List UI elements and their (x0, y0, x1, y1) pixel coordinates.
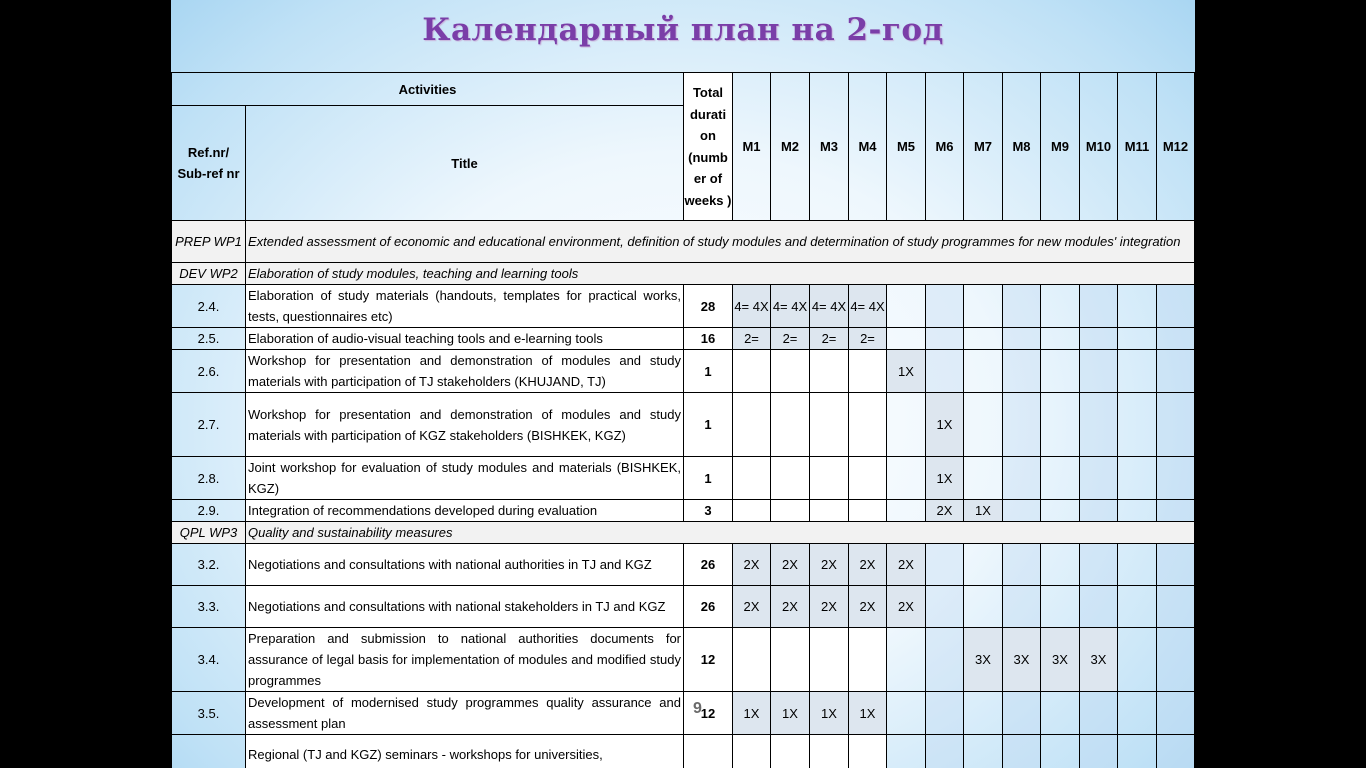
month-header: M5 (887, 73, 926, 221)
table-row (172, 285, 1195, 328)
month-cell (964, 328, 1003, 350)
month-cell (771, 500, 810, 522)
month-cell (1118, 457, 1157, 500)
month-cell (1080, 500, 1118, 522)
month-cell (1041, 328, 1080, 350)
month-cell (733, 457, 771, 500)
month-header: M7 (964, 73, 1003, 221)
month-cell (849, 350, 887, 393)
month-cell (1118, 628, 1157, 692)
month-cell: 4= 4X (733, 285, 771, 328)
month-cell: 2= (771, 328, 810, 350)
month-cell (1041, 350, 1080, 393)
month-cell (1003, 586, 1041, 628)
month-cell (1080, 457, 1118, 500)
month-cell (1118, 544, 1157, 586)
month-cell: 1X (849, 692, 887, 735)
month-cell (733, 735, 771, 768)
month-cell (849, 393, 887, 457)
duration-cell: 26 (684, 586, 733, 628)
ref-cell: 3.5. (172, 692, 246, 735)
workpackage-title: Elaboration of study modules, teaching and learning tools (246, 263, 1195, 285)
workpackage-code: PREP WP1 (172, 221, 246, 263)
table-row (172, 457, 1195, 500)
month-cell (1118, 586, 1157, 628)
workpackage-code: DEV WP2 (172, 263, 246, 285)
ref-cell: 2.7. (172, 393, 246, 457)
month-cell (964, 457, 1003, 500)
month-cell (887, 692, 926, 735)
table-header (172, 73, 1195, 221)
month-cell (926, 544, 964, 586)
month-cell (1118, 393, 1157, 457)
ref-cell: 3.2. (172, 544, 246, 586)
duration-cell: 1 (684, 457, 733, 500)
month-cell: 4= 4X (849, 285, 887, 328)
month-header: M12 (1157, 73, 1195, 221)
ref-cell (172, 735, 246, 768)
month-cell (1157, 457, 1195, 500)
duration-cell: 12 (684, 628, 733, 692)
month-cell: 2X (926, 500, 964, 522)
month-cell: 1X (771, 692, 810, 735)
ref-cell: 3.3. (172, 586, 246, 628)
month-cell (1080, 393, 1118, 457)
month-cell (1003, 692, 1041, 735)
month-cell: 2X (887, 544, 926, 586)
duration-cell: 26 (684, 544, 733, 586)
month-header: M9 (1041, 73, 1080, 221)
ref-header: Ref.nr/ Sub-ref nr (172, 106, 246, 221)
month-cell (1003, 735, 1041, 768)
ref-cell: 2.5. (172, 328, 246, 350)
month-cell (1080, 586, 1118, 628)
month-cell (1080, 285, 1118, 328)
month-cell (810, 735, 849, 768)
month-cell (926, 586, 964, 628)
table-row (172, 500, 1195, 522)
month-cell (1041, 457, 1080, 500)
month-cell (1157, 500, 1195, 522)
schedule-table (171, 72, 1195, 768)
month-cell: 2X (771, 544, 810, 586)
month-cell (926, 328, 964, 350)
month-cell (926, 692, 964, 735)
month-cell: 3X (1080, 628, 1118, 692)
month-cell (1157, 628, 1195, 692)
month-cell (926, 350, 964, 393)
duration-cell: 16 (684, 328, 733, 350)
month-cell (810, 500, 849, 522)
duration-cell: 3 (684, 500, 733, 522)
month-cell: 1X (810, 692, 849, 735)
month-header: M2 (771, 73, 810, 221)
month-cell (1118, 285, 1157, 328)
table-row (172, 393, 1195, 457)
month-cell: 2X (849, 586, 887, 628)
workpackage-row (172, 221, 1195, 263)
title-cell: Negotiations and consultations with national authorities in TJ and KGZ (246, 544, 684, 586)
workpackage-row (172, 263, 1195, 285)
month-cell (1003, 544, 1041, 586)
table-row (172, 544, 1195, 586)
slide-title: Календарный план на 2-год (422, 12, 944, 48)
title-cell: Elaboration of audio-visual teaching tools and e-learning tools (246, 328, 684, 350)
table-row (172, 350, 1195, 393)
month-cell (1157, 328, 1195, 350)
month-cell (810, 393, 849, 457)
month-cell: 1X (926, 457, 964, 500)
month-cell (849, 500, 887, 522)
duration-cell: 1 (684, 393, 733, 457)
month-cell (887, 500, 926, 522)
month-cell (1003, 328, 1041, 350)
month-header: M8 (1003, 73, 1041, 221)
month-cell (771, 628, 810, 692)
table-row (172, 328, 1195, 350)
duration-header: Total durati on (numb er of weeks ) (684, 73, 733, 221)
month-header: M6 (926, 73, 964, 221)
month-cell (964, 393, 1003, 457)
month-cell (1157, 393, 1195, 457)
month-cell (964, 586, 1003, 628)
month-cell: 1X (964, 500, 1003, 522)
month-cell (1157, 350, 1195, 393)
month-cell (1118, 328, 1157, 350)
workpackage-code: QPL WP3 (172, 522, 246, 544)
page-number: 9 (693, 700, 702, 717)
month-cell (926, 285, 964, 328)
month-cell: 2= (810, 328, 849, 350)
ref-cell: 2.6. (172, 350, 246, 393)
title-cell: Workshop for presentation and demonstration of modules and study materials with participation of KGZ stakeholders (BISHKEK, KGZ) (246, 393, 684, 457)
month-cell (810, 628, 849, 692)
month-cell (964, 735, 1003, 768)
title-cell: Elaboration of study materials (handouts, templates for practical works, tests, questionnaires etc) (246, 285, 684, 328)
month-cell (1118, 692, 1157, 735)
slide (171, 0, 1195, 768)
month-cell: 2X (733, 586, 771, 628)
title-header: Title (246, 106, 684, 221)
month-cell (1118, 500, 1157, 522)
month-cell (887, 628, 926, 692)
table-row (172, 628, 1195, 692)
month-cell (887, 285, 926, 328)
month-cell (887, 735, 926, 768)
month-cell (1041, 393, 1080, 457)
month-cell (733, 350, 771, 393)
month-cell: 3X (1003, 628, 1041, 692)
month-cell (926, 628, 964, 692)
month-cell (887, 457, 926, 500)
month-cell (964, 350, 1003, 393)
month-cell (1118, 735, 1157, 768)
month-cell (1157, 586, 1195, 628)
month-cell (1041, 692, 1080, 735)
workpackage-title: Quality and sustainability measures (246, 522, 1195, 544)
month-cell: 1X (733, 692, 771, 735)
table-row (172, 692, 1195, 735)
month-header: M3 (810, 73, 849, 221)
month-cell (849, 735, 887, 768)
duration-cell (684, 735, 733, 768)
month-cell (1118, 350, 1157, 393)
month-cell: 1X (887, 350, 926, 393)
month-cell: 2X (733, 544, 771, 586)
month-cell (887, 328, 926, 350)
month-cell (771, 350, 810, 393)
month-cell (733, 628, 771, 692)
month-cell (1080, 350, 1118, 393)
ref-cell: 2.8. (172, 457, 246, 500)
month-cell (1157, 735, 1195, 768)
month-cell (1041, 500, 1080, 522)
month-cell (1157, 285, 1195, 328)
workpackage-title: Extended assessment of economic and educational environment, definition of study modules and determination of study programmes for new modules' integration (246, 221, 1195, 263)
month-header: M1 (733, 73, 771, 221)
month-cell (771, 457, 810, 500)
month-cell: 4= 4X (771, 285, 810, 328)
title-cell: Negotiations and consultations with national stakeholders in TJ and KGZ (246, 586, 684, 628)
activities-header: Activities (172, 73, 684, 106)
month-cell (964, 544, 1003, 586)
month-cell (733, 393, 771, 457)
month-cell (1041, 285, 1080, 328)
month-cell: 2X (810, 586, 849, 628)
month-cell (1003, 500, 1041, 522)
month-cell: 4= 4X (810, 285, 849, 328)
month-cell (1157, 692, 1195, 735)
month-cell (1003, 457, 1041, 500)
month-cell (926, 735, 964, 768)
month-cell: 2X (887, 586, 926, 628)
month-cell (887, 393, 926, 457)
workpackage-row (172, 522, 1195, 544)
month-cell: 1X (926, 393, 964, 457)
duration-cell: 12 (684, 692, 733, 735)
table-row (172, 586, 1195, 628)
month-cell (1041, 544, 1080, 586)
title-cell: Regional (TJ and KGZ) seminars - workshops for universities, (246, 735, 684, 768)
month-cell (1080, 328, 1118, 350)
duration-cell: 1 (684, 350, 733, 393)
month-cell (964, 692, 1003, 735)
ref-cell: 2.4. (172, 285, 246, 328)
month-header: M4 (849, 73, 887, 221)
month-cell: 2X (771, 586, 810, 628)
month-cell (1041, 735, 1080, 768)
month-cell (1080, 735, 1118, 768)
table-body (172, 221, 1195, 768)
month-cell (1003, 350, 1041, 393)
duration-cell: 28 (684, 285, 733, 328)
title-cell: Development of modernised study programmes quality assurance and assessment plan (246, 692, 684, 735)
ref-cell: 3.4. (172, 628, 246, 692)
month-cell (810, 350, 849, 393)
month-cell (1080, 692, 1118, 735)
month-cell (1157, 544, 1195, 586)
month-cell (849, 628, 887, 692)
month-header: M10 (1080, 73, 1118, 221)
month-cell: 2= (733, 328, 771, 350)
month-cell (733, 500, 771, 522)
month-header: M11 (1118, 73, 1157, 221)
ref-cell: 2.9. (172, 500, 246, 522)
title-cell: Joint workshop for evaluation of study modules and materials (BISHKEK, KGZ) (246, 457, 684, 500)
month-cell: 3X (1041, 628, 1080, 692)
month-cell (1041, 586, 1080, 628)
month-cell (771, 393, 810, 457)
month-cell: 2X (849, 544, 887, 586)
month-cell (1080, 544, 1118, 586)
month-cell (1003, 393, 1041, 457)
month-cell (849, 457, 887, 500)
month-cell (964, 285, 1003, 328)
table-row (172, 735, 1195, 768)
month-cell (1003, 285, 1041, 328)
title-cell: Workshop for presentation and demonstration of modules and study materials with participation of TJ stakeholders (KHUJAND, TJ) (246, 350, 684, 393)
month-cell (810, 457, 849, 500)
title-cell: Integration of recommendations developed during evaluation (246, 500, 684, 522)
month-cell: 2= (849, 328, 887, 350)
month-cell: 3X (964, 628, 1003, 692)
title-cell: Preparation and submission to national authorities documents for assurance of legal basis for implementation of modules and modified study programmes (246, 628, 684, 692)
month-cell (771, 735, 810, 768)
month-cell: 2X (810, 544, 849, 586)
